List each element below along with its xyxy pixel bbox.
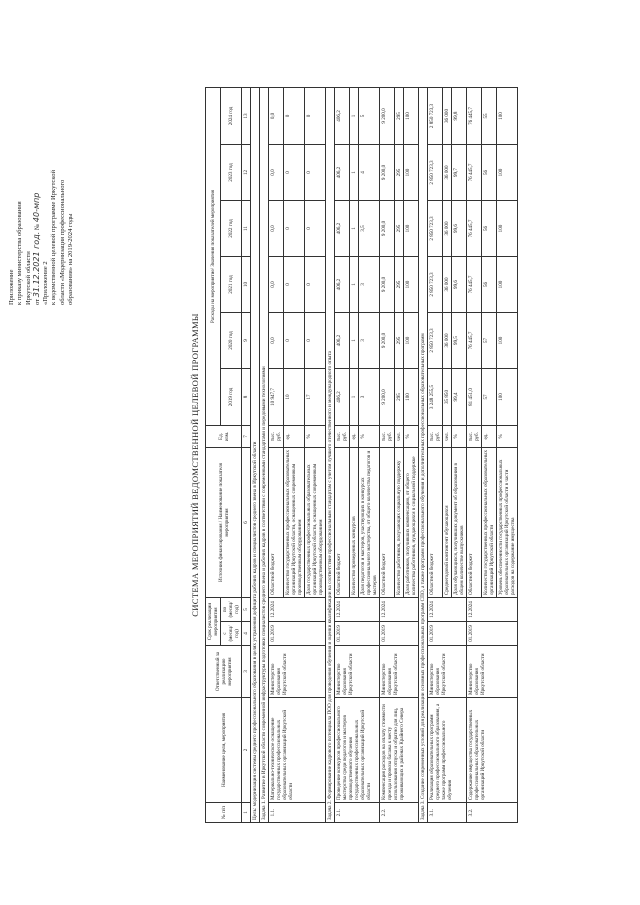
- annex-number-label: №: [33, 223, 41, 231]
- annex-header: [8, 25, 75, 305]
- indicator-unit: %: [452, 426, 467, 448]
- activity-responsible: Министерство образования Иркутской области: [380, 646, 419, 698]
- indicator-value: 17: [305, 369, 326, 426]
- indicator-value: 36 000: [443, 201, 452, 257]
- indicator-unit: тыс. руб.: [380, 426, 395, 448]
- annex-line: Иркутской области: [24, 251, 32, 305]
- activity-row: [380, 87, 395, 822]
- task-row: Задача 2. Формирование кадрового потенциала ПОО для проведения обучения и оценки квалификации на соответствие профессиональным стандартам с учетом лучшего отечественного и международного опыта: [326, 87, 335, 822]
- col-number: 11: [242, 201, 251, 257]
- indicator-value: 36 000: [443, 257, 452, 313]
- indicator-unit: тыс. руб.: [428, 426, 443, 448]
- indicator-source: Среднегодовой контингент обучающихся: [443, 448, 452, 598]
- indicator-value: 55: [482, 87, 497, 144]
- activity-number: 1.1.: [269, 803, 326, 823]
- indicator-value: 2 850 723,3: [428, 201, 443, 257]
- indicator-unit: тыс. руб.: [335, 426, 350, 448]
- indicator-value: 406,2: [335, 257, 350, 313]
- indicator-value: 35 850: [443, 369, 452, 426]
- indicator-value: 9 200,0: [380, 145, 395, 201]
- indicator-value: 100: [497, 369, 518, 426]
- indicator-value: 295: [395, 369, 404, 426]
- indicator-source: Количество государственных профессиональных образовательных организаций Иркутской области: [482, 448, 497, 598]
- activity-row: [428, 87, 443, 822]
- indicator-value: 81 451,0: [467, 369, 482, 426]
- activity-from: 01.2019: [467, 622, 518, 646]
- activity-from: 01.2019: [269, 622, 326, 646]
- indicator-value: 99,4: [452, 369, 467, 426]
- indicator-value: 0: [305, 313, 326, 369]
- indicator-value: 9 200,0: [380, 201, 395, 257]
- activity-number: 3.2.: [467, 803, 518, 823]
- indicator-value: 57: [482, 313, 497, 369]
- activity-row: [467, 87, 482, 822]
- indicator-value: 0: [305, 201, 326, 257]
- indicator-value: 0,0: [269, 313, 284, 369]
- indicator-source: Областной бюджет: [467, 448, 482, 598]
- indicator-value: 100: [497, 87, 518, 144]
- indicator-value: 0: [305, 257, 326, 313]
- indicator-source: Доля работников, получивших компенсацию, от общего количества работников, нуждающихся в социальной поддержке: [404, 448, 419, 598]
- indicator-value: 99,7: [452, 145, 467, 201]
- annex-line: к ведомственной целевой программе Иркутской: [50, 169, 58, 305]
- indicator-unit: %: [497, 426, 518, 448]
- annex-line-date: [33, 25, 42, 305]
- indicator-value: 0,0: [269, 87, 284, 144]
- header-unit: Ед. изм.: [206, 426, 242, 448]
- indicator-value: 0: [284, 87, 305, 144]
- activity-row: [269, 87, 284, 822]
- col-number: 13: [242, 87, 251, 144]
- indicator-source: Количество проведенных конкурсов: [350, 448, 359, 598]
- header-term: Срок реализации мероприятия: [206, 598, 221, 646]
- activity-name: Реализация образовательных программ среднего профессионального образования, а также программ профессионального обучения: [428, 698, 467, 803]
- activity-from: 01.2019: [428, 622, 467, 646]
- col-number: 3: [242, 646, 251, 698]
- indicator-value: 0,0: [269, 257, 284, 313]
- page-title: СИСТЕМА МЕРОПРИЯТИЙ ВЕДОМСТВЕННОЙ ЦЕЛЕВОЙ ПРОГРАММЫ: [190, 313, 200, 617]
- activity-number: 2.2.: [380, 803, 419, 823]
- annex-line: «Приложение 2: [42, 261, 50, 305]
- indicator-value: 406,2: [335, 313, 350, 369]
- indicator-value: 100: [497, 145, 518, 201]
- indicator-value: 36 000: [443, 313, 452, 369]
- indicator-value: 295: [395, 87, 404, 144]
- indicator-value: 2 850 723,3: [428, 257, 443, 313]
- indicator-value: 57: [482, 369, 497, 426]
- indicator-source: Доля обучающихся, получивших документ об образовании в общем количестве выпускников: [452, 448, 467, 598]
- goal-row: Цель: модернизация системы среднего профессионального образования в целях устранения дефицита рабочих кадров и специалистов среднего звена в Иркутской области: [251, 87, 260, 822]
- activity-to: 12.2024: [428, 598, 467, 622]
- indicator-value: 0,0: [269, 201, 284, 257]
- indicator-unit: ед.: [482, 426, 497, 448]
- activity-to: 12.2024: [335, 598, 380, 622]
- header-year: 2022 год: [221, 201, 242, 257]
- col-number: 2: [242, 698, 251, 803]
- activity-number: 3.1.: [428, 803, 467, 823]
- activity-responsible: Министерство образования Иркутской области: [467, 646, 518, 698]
- header-resp: Ответственный за реализацию мероприятия: [206, 646, 242, 698]
- header-year: 2020 год: [221, 313, 242, 369]
- indicator-value: 3: [359, 313, 380, 369]
- indicator-value: 36 000: [443, 87, 452, 144]
- task-row: Задача 3. Создание современных условий для реализации основных профессиональных программ СПО, а также программ профессионального обучения и дополнительных профессиональных образовательных программ: [419, 87, 428, 822]
- indicator-value: 1: [350, 257, 359, 313]
- activity-to: 12.2024: [467, 598, 518, 622]
- indicator-value: 100: [404, 201, 419, 257]
- indicator-value: 76 445,7: [467, 201, 482, 257]
- indicator-source: Количество работников, получающих социальную поддержку: [395, 448, 404, 598]
- indicator-source: Доля педагогов и мастеров, участвующих в конкурсах профессионального мастерства, от общего количества педагогов и мастеров: [359, 448, 380, 598]
- header-from: с (месяц/ год): [221, 622, 242, 646]
- indicator-value: 3: [359, 257, 380, 313]
- indicator-value: 0: [284, 313, 305, 369]
- indicator-source: Областной бюджет: [380, 448, 395, 598]
- indicator-value: 10 947,7: [269, 369, 284, 426]
- indicator-value: 0: [305, 87, 326, 144]
- column-numbers-row: [242, 87, 251, 822]
- indicator-value: 99,6: [452, 201, 467, 257]
- indicator-value: 9 200,0: [380, 257, 395, 313]
- activity-number: 2.1.: [335, 803, 380, 823]
- indicator-source: Областной бюджет: [335, 448, 350, 598]
- col-number: 1: [242, 803, 251, 823]
- program-table: [205, 87, 518, 823]
- col-number: 9: [242, 313, 251, 369]
- indicator-value: 0,0: [269, 145, 284, 201]
- indicator-value: 100: [404, 145, 419, 201]
- indicator-value: 406,2: [335, 201, 350, 257]
- header-year: 2021 год: [221, 257, 242, 313]
- indicator-value: 0: [284, 145, 305, 201]
- indicator-unit: ед.: [284, 426, 305, 448]
- header-to: по (месяц/ год): [221, 598, 242, 622]
- indicator-value: 100: [497, 313, 518, 369]
- indicator-value: 295: [395, 257, 404, 313]
- annex-line: к приказу министерства образования: [16, 201, 24, 305]
- indicator-unit: %: [305, 426, 326, 448]
- activity-responsible: Министерство образования Иркутской области: [335, 646, 380, 698]
- indicator-value: 9 200,0: [380, 87, 395, 144]
- col-number: 6: [242, 448, 251, 598]
- header-year: 2024 год: [221, 87, 242, 144]
- annex-line: Приложение: [8, 269, 15, 305]
- indicator-value: 406,2: [335, 369, 350, 426]
- indicator-value: 100: [497, 257, 518, 313]
- indicator-value: 1: [350, 201, 359, 257]
- header-year: 2019 год: [221, 369, 242, 426]
- indicator-value: 5: [359, 87, 380, 144]
- indicator-value: 295: [395, 313, 404, 369]
- indicator-unit: тыс. руб.: [467, 426, 482, 448]
- indicator-value: 1: [350, 87, 359, 144]
- indicator-value: 76 445,7: [467, 87, 482, 144]
- indicator-value: 0: [305, 145, 326, 201]
- indicator-value: 56: [482, 201, 497, 257]
- indicator-value: 406,2: [335, 87, 350, 144]
- indicator-value: 1: [350, 313, 359, 369]
- indicator-value: 0: [284, 201, 305, 257]
- indicator-value: 99,8: [452, 87, 467, 144]
- indicator-value: 99,5: [452, 313, 467, 369]
- annex-line: образования» на 2019-2024 годы: [67, 213, 75, 305]
- col-number: 10: [242, 257, 251, 313]
- activity-name: Проведение конкурсов профессионального мастерства среди педагогов и мастеров производственного обучения государственных профессиональных образовательных организаций Иркутской области: [335, 698, 380, 803]
- indicator-value: 2 850 723,3: [428, 87, 443, 144]
- col-number: 5: [242, 598, 251, 622]
- col-number: 8: [242, 369, 251, 426]
- indicator-value: 56: [482, 257, 497, 313]
- indicator-value: 0: [284, 257, 305, 313]
- col-number: 12: [242, 145, 251, 201]
- indicator-value: 3,5: [359, 201, 380, 257]
- indicator-unit: чел.: [443, 426, 452, 448]
- activity-responsible: Министерство образования Иркутской области: [428, 646, 467, 698]
- indicator-value: 3 248 255,5: [428, 369, 443, 426]
- header-source: Источник финансирования / Наименование показателя мероприятия: [206, 448, 242, 598]
- indicator-value: 76 445,7: [467, 145, 482, 201]
- indicator-value: 56: [482, 145, 497, 201]
- indicator-value: 100: [404, 257, 419, 313]
- indicator-unit: ед.: [350, 426, 359, 448]
- col-number: 7: [242, 426, 251, 448]
- indicator-value: 76 445,7: [467, 313, 482, 369]
- indicator-unit: чел.: [395, 426, 404, 448]
- indicator-value: 3: [359, 369, 380, 426]
- indicator-value: 1: [350, 145, 359, 201]
- indicator-value: 10: [284, 369, 305, 426]
- indicator-value: 295: [395, 201, 404, 257]
- annex-line: области «Модернизация профессионального: [58, 179, 66, 305]
- header-name: Наименование цели, мероприятия: [206, 698, 242, 803]
- indicator-value: 100: [404, 87, 419, 144]
- indicator-value: 76 445,7: [467, 257, 482, 313]
- activity-to: 12.2024: [269, 598, 326, 622]
- indicator-source: Уровень обеспеченности государственных профессиональных образовательных организаций Иркутской области в части расходов на содержание имущества: [497, 448, 518, 598]
- activity-from: 01.2019: [335, 622, 380, 646]
- indicator-source: Областной бюджет: [269, 448, 284, 598]
- indicator-value: 4: [359, 145, 380, 201]
- activity-from: 01.2019: [380, 622, 419, 646]
- activity-row: [335, 87, 350, 822]
- indicator-value: 295: [395, 145, 404, 201]
- header-year: 2023 год: [221, 145, 242, 201]
- indicator-value: 2 850 723,3: [428, 313, 443, 369]
- indicator-value: 9 200,0: [380, 313, 395, 369]
- indicator-unit: тыс. руб.: [269, 426, 284, 448]
- indicator-value: 100: [497, 201, 518, 257]
- indicator-value: 100: [404, 369, 419, 426]
- indicator-value: 2 850 723,3: [428, 145, 443, 201]
- indicator-value: 1: [350, 369, 359, 426]
- indicator-value: 36 000: [443, 145, 452, 201]
- indicator-value: 99,6: [452, 257, 467, 313]
- activity-responsible: Министерство образования Иркутской области: [269, 646, 326, 698]
- activity-to: 12.2024: [380, 598, 419, 622]
- activity-name: Компенсация расходов на оплату стоимости проезда и провоза багажа к месту использования отпуска и обратно для лиц, проживающих в районах Крайнего Севера: [380, 698, 419, 803]
- indicator-value: 9 200,0: [380, 369, 395, 426]
- indicator-source: Областной бюджет: [428, 448, 443, 598]
- col-number: 4: [242, 622, 251, 646]
- activity-name: Материально-техническое оснащение государственных профессиональных образовательных организаций Иркутской области: [269, 698, 326, 803]
- indicator-value: 100: [404, 313, 419, 369]
- indicator-unit: %: [404, 426, 419, 448]
- header-num: № п/п: [206, 803, 242, 823]
- header-values: Расходы на мероприятие/ Значения показателей мероприятия: [206, 87, 221, 425]
- task-row: Задача 1. Развитие в Иркутской области современной инфраструктуры подготовки специалистов среднего звена и рабочих кадров в соответствии с современными стандартами и передовыми технологиями: [260, 87, 269, 822]
- indicator-unit: %: [359, 426, 380, 448]
- indicator-source: Доля государственных профессиональных образовательных организаций Иркутской области, оснащенных современным производственным оборудованием: [305, 448, 326, 598]
- activity-name: Содержание имущества государственных профессиональных образовательных организаций Иркутской области: [467, 698, 518, 803]
- handwritten-number: 40-мпр: [31, 192, 41, 223]
- indicator-source: Количество государственных профессиональных образовательных организаций Иркутской области, оснащенных современным производственным оборудованием: [284, 448, 305, 598]
- annex-from-label: от: [33, 298, 41, 305]
- handwritten-date: 31.12.2021 год.: [31, 231, 41, 298]
- indicator-value: 406,2: [335, 145, 350, 201]
